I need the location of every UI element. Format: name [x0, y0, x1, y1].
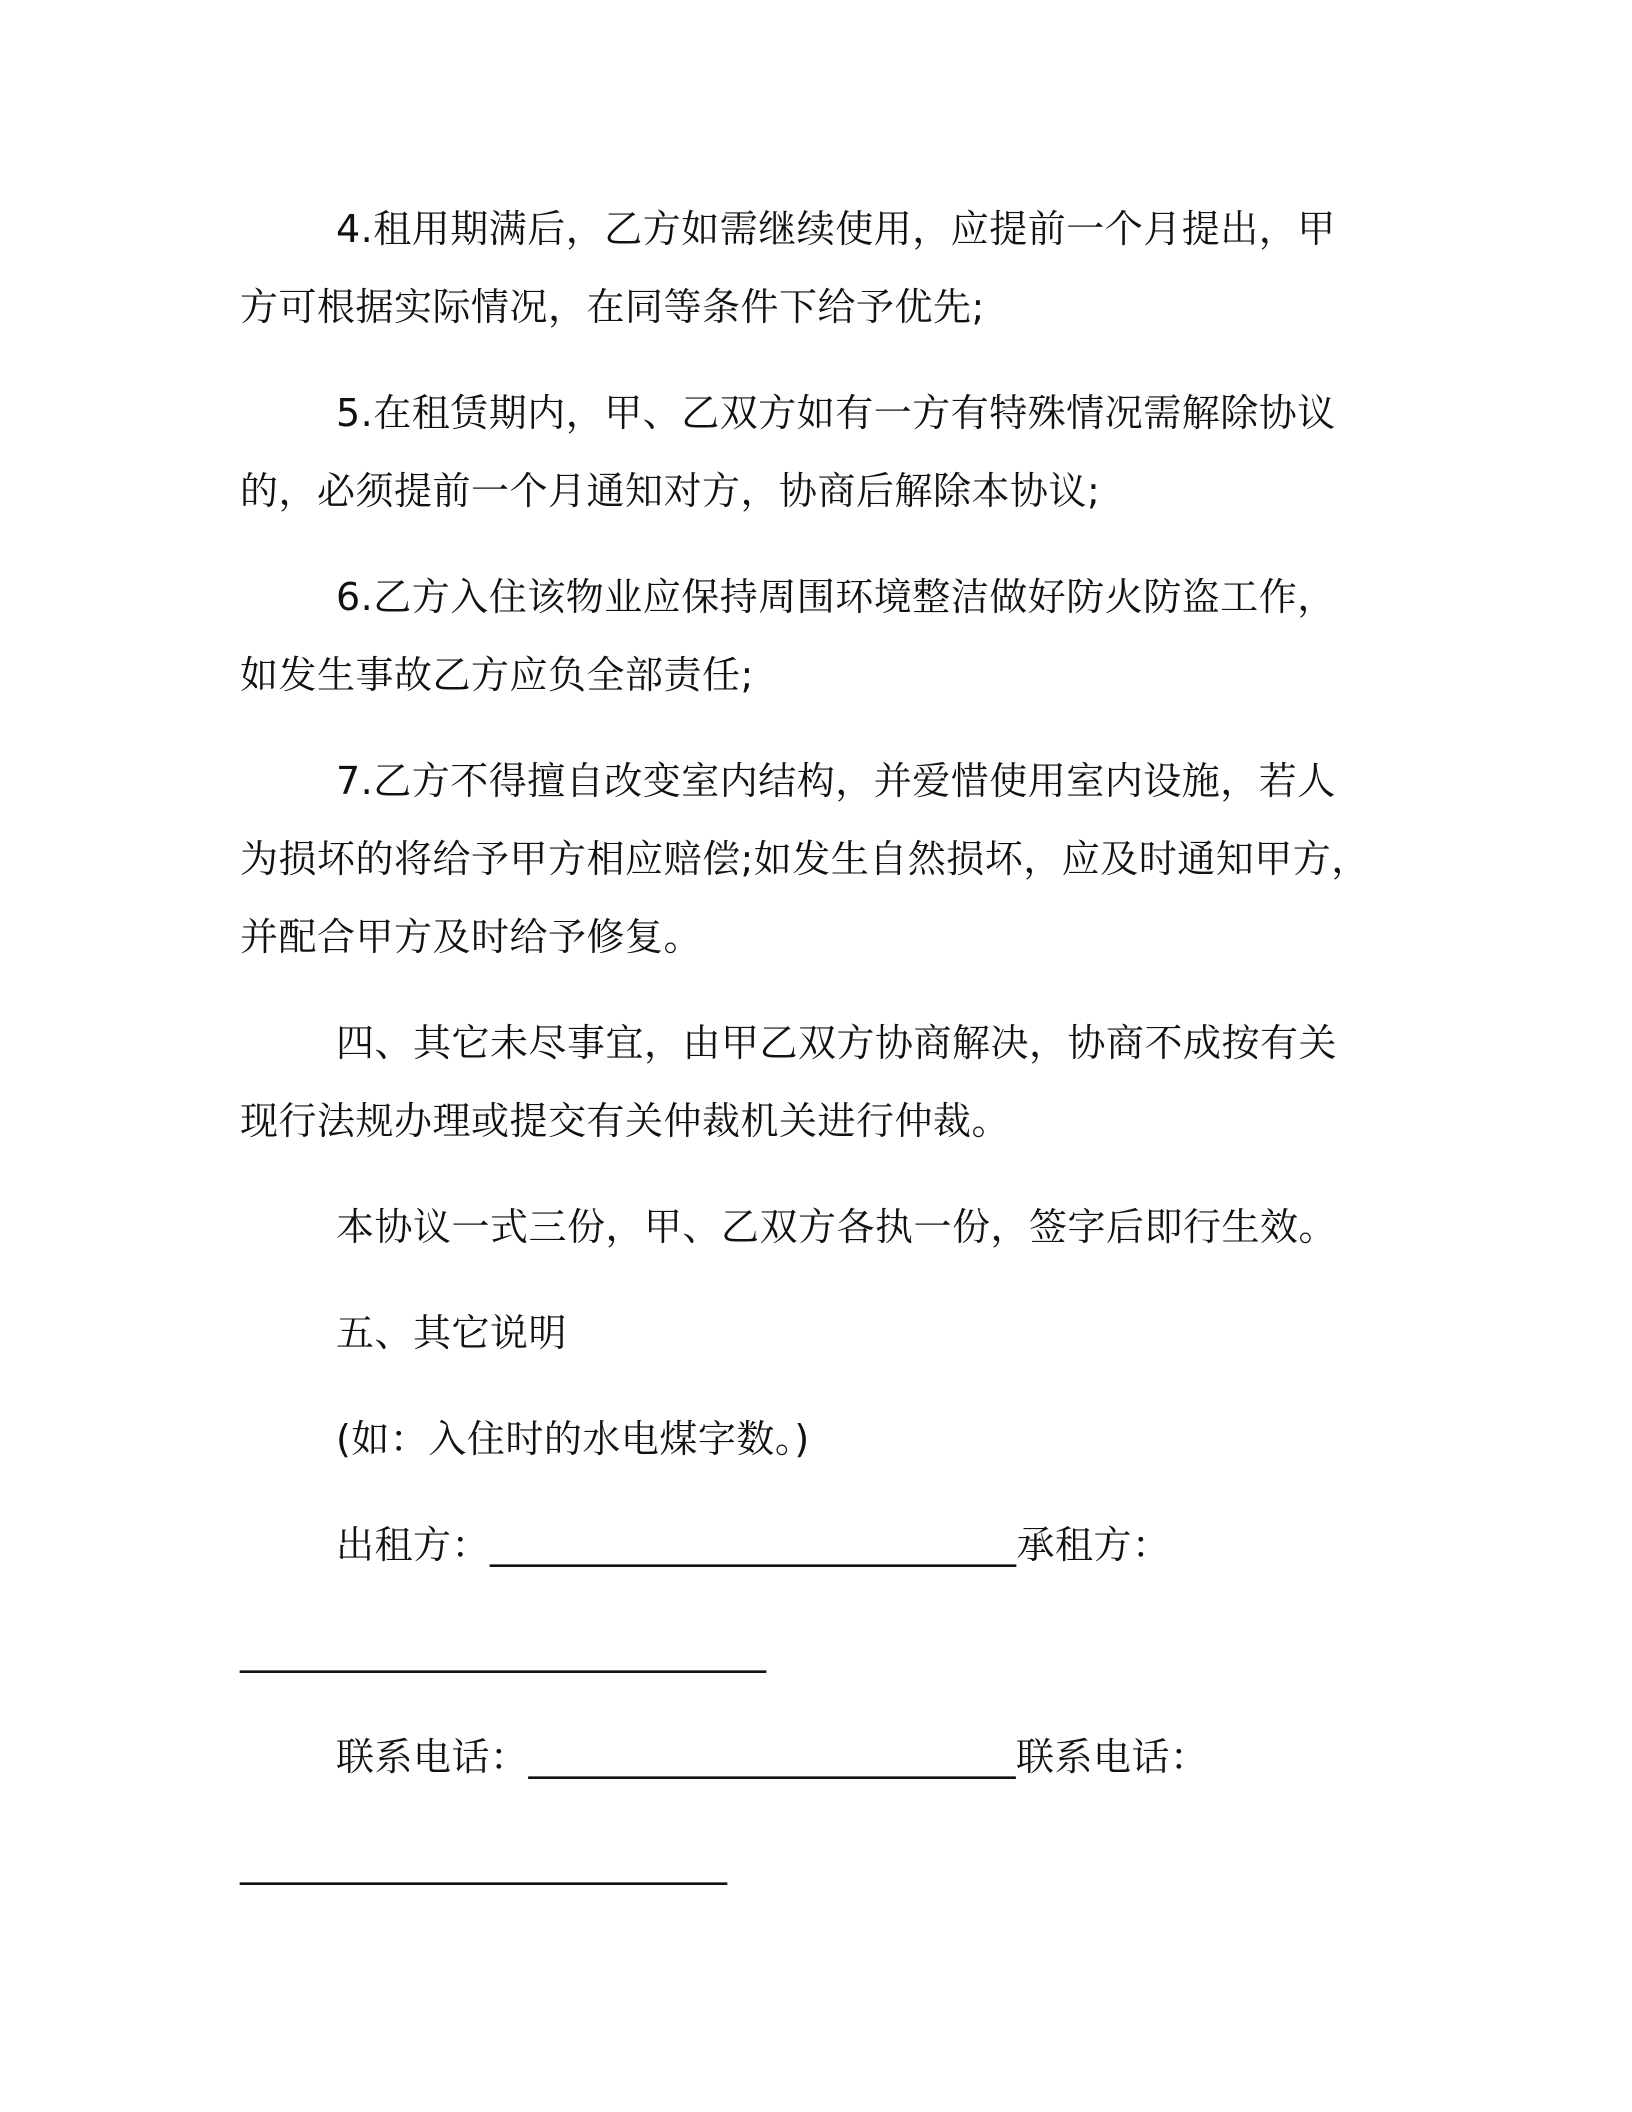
clause-7: 7.乙方不得擅自改变室内结构，并爱惜使用室内设施，若人为损坏的将给予甲方相应赔偿;如发生自然损坏，应及时通知甲方，并配合甲方及时给予修复。	[240, 759, 1370, 959]
lessor-label: 出租方：	[336, 1523, 491, 1567]
clause-4: 4.租用期满后，乙方如需继续使用，应提前一个月提出，甲方可根据实际情况，在同等条件下给予优先;	[240, 207, 1336, 329]
copies-statement: 本协议一式三份，甲、乙双方各执一份，签字后即行生效。	[336, 1205, 1338, 1249]
other-notes-example: (如：入住时的水电煤字数。)	[336, 1417, 810, 1461]
phone1-label: 联系电话：	[336, 1735, 529, 1779]
section-4-other-matters: 四、其它未尽事宜，由甲乙双方协商解决，协商不成按有关现行法规办理或提交有关仲裁机关进行仲裁。	[240, 1021, 1338, 1143]
document-page	[240, 190, 1370, 1902]
lessee-blank-line: ___________________________	[240, 1629, 767, 1673]
lessee-blank-row	[240, 1612, 1370, 1690]
phone1-blank-line: _________________________	[528, 1735, 1017, 1779]
phone2-blank-row	[240, 1824, 1370, 1902]
lessor-signature-row	[240, 1506, 1370, 1584]
lessee-label: 承租方：	[1016, 1523, 1171, 1567]
clause-6: 6.乙方入住该物业应保持周围环境整洁做好防火防盗工作，如发生事故乙方应负全部责任;	[240, 575, 1336, 697]
lessor-blank-line: ___________________________	[490, 1523, 1017, 1567]
phone-signature-row	[240, 1718, 1370, 1796]
clause-5: 5.在租赁期内，甲、乙双方如有一方有特殊情况需解除协议的，必须提前一个月通知对方，协商后解除本协议;	[240, 391, 1336, 513]
section-5-heading: 五、其它说明	[336, 1311, 568, 1355]
phone2-blank-line: _________________________	[240, 1841, 728, 1885]
phone2-label: 联系电话：	[1016, 1735, 1209, 1779]
